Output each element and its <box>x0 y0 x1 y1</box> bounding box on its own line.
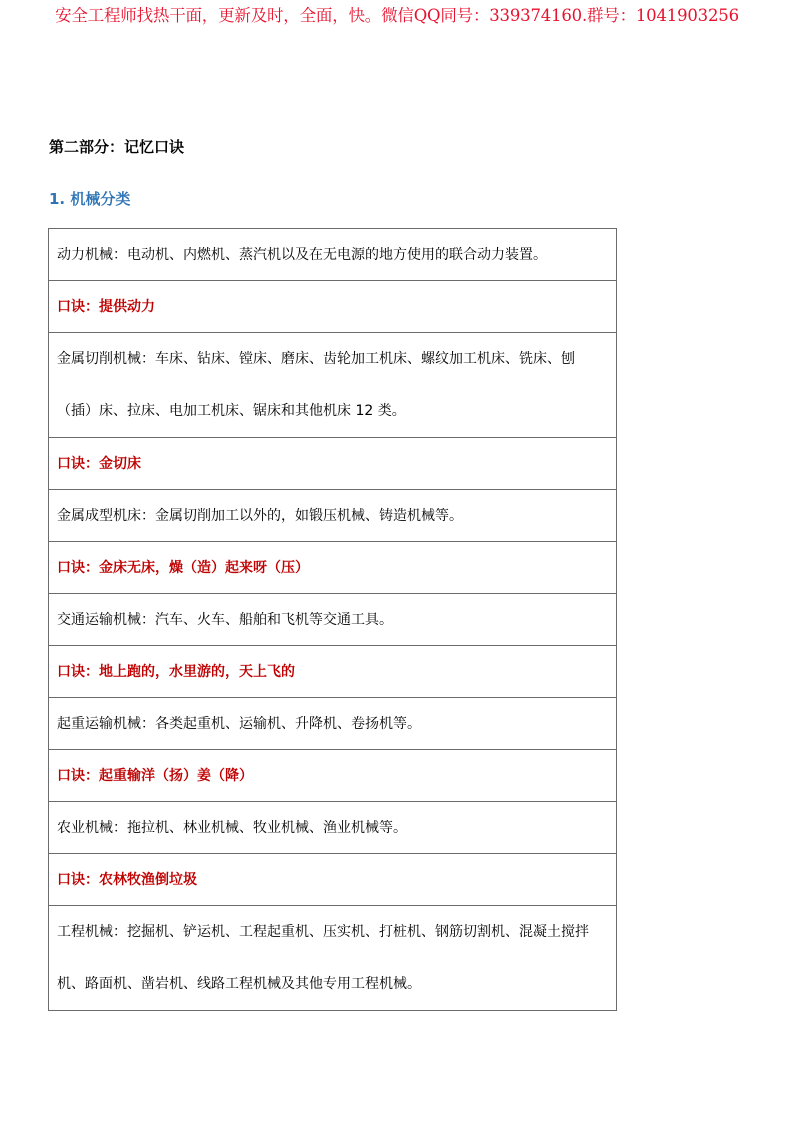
category-cell: 交通运输机械：汽车、火车、船舶和飞机等交通工具。 <box>49 594 617 646</box>
category-cell: 起重运输机械：各类起重机、运输机、升降机、卷扬机等。 <box>49 698 617 750</box>
mnemonic-cell: 口诀：金床无床，燥（造）起来呀（压） <box>49 542 617 594</box>
table-row <box>49 438 617 490</box>
table-row <box>49 281 617 333</box>
table-row <box>49 750 617 802</box>
table-row <box>49 854 617 906</box>
category-cell: 农业机械：拖拉机、林业机械、牧业机械、渔业机械等。 <box>49 802 617 854</box>
table-row <box>49 906 617 1011</box>
table-row <box>49 646 617 698</box>
category-cell: 金属切削机械：车床、钻床、镗床、磨床、齿轮加工机床、螺纹加工机床、铣床、刨（插）床、拉床、电加工机床、锯床和其他机床 12 类。 <box>49 333 617 438</box>
category-cell: 动力机械：电动机、内燃机、蒸汽机以及在无电源的地方使用的联合动力装置。 <box>49 229 617 281</box>
mnemonic-cell: 口诀：金切床 <box>49 438 617 490</box>
category-cell: 工程机械：挖掘机、铲运机、工程起重机、压实机、打桩机、钢筋切割机、混凝土搅拌机、路面机、凿岩机、线路工程机械及其他专用工程机械。 <box>49 906 617 1011</box>
machine-classification-table <box>48 228 617 1011</box>
table-row <box>49 594 617 646</box>
section-title: 第二部分：记忆口诀 <box>49 138 185 156</box>
table-row <box>49 490 617 542</box>
category-cell: 金属成型机床：金属切削加工以外的，如锻压机械、铸造机械等。 <box>49 490 617 542</box>
table-row <box>49 698 617 750</box>
mnemonic-cell: 口诀：提供动力 <box>49 281 617 333</box>
subsection-title: 1. 机械分类 <box>49 190 131 208</box>
table-row <box>49 802 617 854</box>
mnemonic-cell: 口诀：地上跑的，水里游的，天上飞的 <box>49 646 617 698</box>
mnemonic-cell: 口诀：起重输洋（扬）姜（降） <box>49 750 617 802</box>
table-row <box>49 229 617 281</box>
table-row <box>49 542 617 594</box>
table-row <box>49 333 617 438</box>
header-banner: 安全工程师找热干面，更新及时，全面，快。微信QQ同号：339374160.群号：1041903256 <box>55 6 739 25</box>
mnemonic-cell: 口诀：农林牧渔倒垃圾 <box>49 854 617 906</box>
